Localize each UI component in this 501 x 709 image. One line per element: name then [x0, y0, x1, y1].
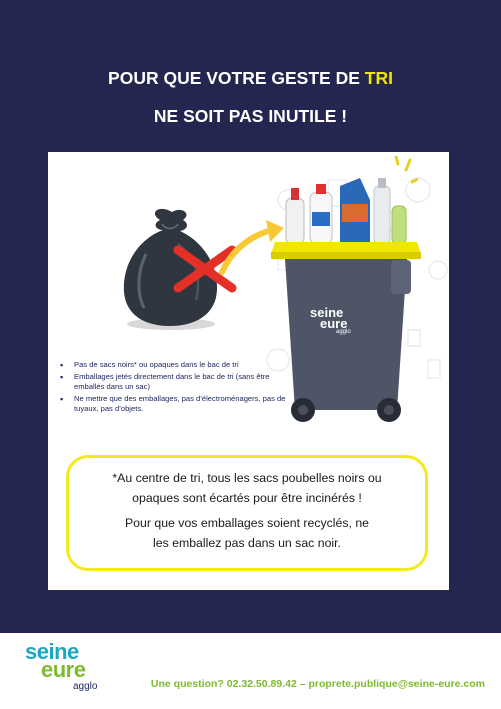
- logo-name-1: seine: [25, 639, 79, 664]
- info-note-box: [66, 455, 428, 571]
- logo-sub: agglo: [73, 681, 98, 692]
- note-line-1: *Au centre de tri, tous les sacs poubelles noirs ou opaques sont écartés pour être incinérés !: [112, 471, 382, 505]
- note-line-2: Pour que vos emballages soient recyclés, ne les emballez pas dans un sac noir.: [124, 516, 370, 550]
- rule-item: ▪ Emballages jetés directement dans le bac de tri (sans être emballés dans un sac): [60, 372, 300, 393]
- rule-item: ▪ Pas de sacs noirs* ou opaques dans le bac de tri: [60, 360, 300, 371]
- bin-logo-name-2: eure: [320, 316, 348, 331]
- contact-line: Une question? 02.32.50.89.42 – proprete.publique@seine-eure.com: [150, 678, 485, 690]
- bin-logo-name-1: seine: [310, 305, 344, 320]
- bin-logo: [310, 307, 370, 336]
- logo-name-2: eure: [41, 657, 86, 682]
- rule-item: ▪ Ne mettre que des emballages, pas d’électroménagers, pas de tuyaux, pas d’objets.: [60, 394, 300, 415]
- headline-highlight: TRI: [364, 68, 393, 88]
- bin-logo-sub: agglo: [336, 329, 351, 335]
- headline-text: POUR QUE VOTRE GESTE DE: [108, 68, 365, 88]
- seine-eure-logo: [25, 639, 120, 699]
- content-panel: [48, 152, 449, 590]
- packaging-items-icon: [278, 156, 418, 248]
- headline-line-2: NE SOIT PAS INUTILE !: [153, 106, 348, 126]
- headline-line-1: [0, 68, 501, 89]
- rules-list: [60, 360, 300, 416]
